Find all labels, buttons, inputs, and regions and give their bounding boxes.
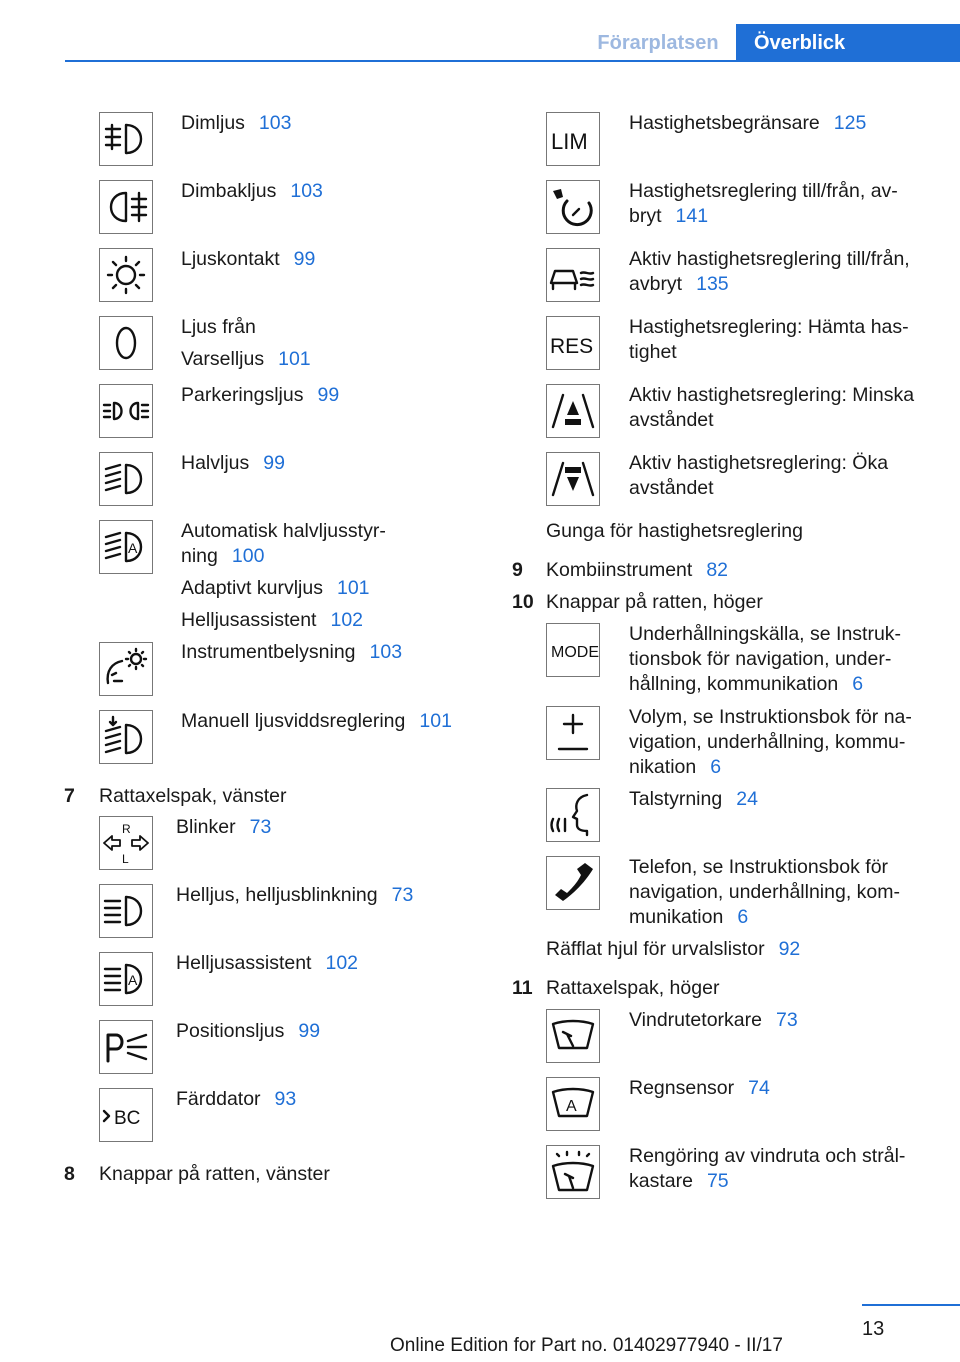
list-item-active-cruise: Aktiv hastighetsreglering till/från, <box>629 248 910 270</box>
list-item-cruise-control-cont: bryt 141 <box>629 205 709 227</box>
page-link[interactable]: 24 <box>736 788 758 810</box>
washer-icon <box>546 1145 600 1199</box>
list-item-auto-low-beam-cont: ning 100 <box>181 545 265 567</box>
svg-text:R: R <box>122 822 131 836</box>
list-item-auto-low-beam: Automatisk halvljusstyr- <box>181 520 386 542</box>
list-item-mode-cont: tionsbok för navigation, under- <box>629 648 892 670</box>
knurled-wheel-note: Räfflat hjul för urvalslistor 92 <box>546 938 801 960</box>
list-item-distance-decrease-cont: avståndet <box>629 409 714 431</box>
header-rule <box>65 60 960 62</box>
list-item-distance-increase: Aktiv hastighetsreglering: Öka <box>629 452 889 474</box>
page-link[interactable]: 74 <box>748 1077 770 1099</box>
page-link[interactable]: 99 <box>317 384 340 406</box>
section-number: 8 <box>64 1163 75 1185</box>
cruise-control-icon <box>546 180 600 234</box>
page-link[interactable]: 82 <box>706 559 729 581</box>
turn-signal-icon <box>99 816 153 870</box>
speed-limiter-icon <box>546 112 600 166</box>
trip-computer-icon <box>99 1088 153 1142</box>
list-item-parking-light: Parkeringsljus 99 <box>181 384 340 406</box>
rain-sensor-icon <box>546 1077 600 1131</box>
svg-text:MODE: MODE <box>551 644 599 661</box>
section-title: Knappar på ratten, vänster <box>99 1163 330 1185</box>
fog-light-icon <box>99 112 153 166</box>
section-title: Kombiinstrument 82 <box>546 559 729 581</box>
list-item-washer: Rengöring av vindruta och strål- <box>629 1145 906 1167</box>
list-item-speed-limiter: Hastighetsbegränsare 125 <box>629 112 867 134</box>
page-link[interactable]: 73 <box>249 816 272 838</box>
page-link[interactable]: 73 <box>391 884 414 906</box>
section-title: Knappar på ratten, höger <box>546 591 763 613</box>
list-item-high-beam-assist: Helljusassistent 102 <box>176 952 359 974</box>
section-number: 9 <box>512 559 523 581</box>
mode-icon <box>546 623 600 677</box>
svg-text:L: L <box>122 852 129 866</box>
list-item-washer-cont: kastare 75 <box>629 1170 729 1192</box>
list-item-resume: Hastighetsreglering: Hämta has- <box>629 316 909 338</box>
page-link[interactable]: 141 <box>675 205 709 227</box>
list-item-distance-decrease: Aktiv hastighetsreglering: Minska <box>629 384 915 406</box>
list-item-adaptive-curve: Adaptivt kurvljus 101 <box>181 577 370 599</box>
list-item-voice-control: Talstyrning 24 <box>629 788 758 810</box>
list-item-light-off: Ljus från <box>181 316 256 338</box>
page-link[interactable]: 99 <box>263 452 285 474</box>
active-cruise-icon <box>546 248 600 302</box>
distance-increase-icon <box>546 452 600 506</box>
page-link[interactable]: 75 <box>706 1170 729 1192</box>
list-item-rear-fog-light: Dimbakljus 103 <box>181 180 323 202</box>
list-item-instrument-lighting: Instrumentbelysning 103 <box>181 641 403 663</box>
list-item-rain-sensor: Regnsensor 74 <box>629 1077 770 1099</box>
section-title: Rattaxelspak, höger <box>546 977 720 999</box>
footer-rule <box>862 1304 960 1306</box>
light-switch-icon <box>99 248 153 302</box>
low-beam-icon <box>99 452 153 506</box>
list-item-volume-cont: vigation, underhållning, kommu- <box>629 731 906 753</box>
list-item-mode: Underhållningskälla, se Instruk- <box>629 623 902 645</box>
page-link[interactable]: 103 <box>369 641 403 663</box>
page-link[interactable]: 6 <box>737 906 749 928</box>
page-number: 13 <box>862 1318 885 1340</box>
svg-text:A: A <box>566 1098 577 1115</box>
section-number: 7 <box>64 785 75 807</box>
list-item-cruise-control: Hastighetsreglering till/från, av- <box>629 180 898 202</box>
page-link[interactable]: 135 <box>696 273 729 295</box>
list-item-trip-computer: Färddator 93 <box>176 1088 297 1110</box>
voice-control-icon <box>546 788 600 842</box>
page-link[interactable]: 101 <box>278 348 311 370</box>
svg-text:RES: RES <box>550 335 594 358</box>
list-item-volume: Volym, se Instruktionsbok för na- <box>629 706 912 728</box>
list-item-phone-cont: navigation, underhållning, kom- <box>629 881 901 903</box>
light-off-icon <box>99 316 153 370</box>
phone-icon <box>546 856 600 910</box>
page-link[interactable]: 103 <box>258 112 292 134</box>
high-beam-icon <box>99 884 153 938</box>
list-item-turn-signal: Blinker 73 <box>176 816 272 838</box>
page-link[interactable]: 125 <box>833 112 867 134</box>
svg-text:LIM: LIM <box>551 129 588 154</box>
rear-fog-light-icon <box>99 180 153 234</box>
page-link[interactable]: 102 <box>325 952 359 974</box>
svg-text:A: A <box>128 972 138 988</box>
list-item-daytime-light: Varselljus 101 <box>181 348 311 370</box>
list-item-mode-cont2: hållning, kommunikation 6 <box>629 673 864 695</box>
list-item-high-beam-assist: Helljusassistent 102 <box>181 609 364 631</box>
list-item-volume-cont2: nikation 6 <box>629 756 722 778</box>
page-link[interactable]: 101 <box>419 710 452 732</box>
svg-text:BC: BC <box>114 1108 141 1129</box>
rocker-note: Gunga för hastighetsreglering <box>546 520 803 542</box>
page-link[interactable]: 101 <box>336 577 370 599</box>
list-item-headlight-range: Manuell ljusviddsreglering 101 <box>181 710 452 732</box>
header-section-tab[interactable]: Förarplatsen <box>597 32 719 54</box>
headlight-range-icon <box>99 710 153 764</box>
page-link[interactable]: 103 <box>290 180 323 202</box>
list-item-phone-cont2: munikation 6 <box>629 906 749 928</box>
section-title: Rattaxelspak, vänster <box>99 785 287 807</box>
list-item-fog-light: Dimljus 103 <box>181 112 292 134</box>
page-link[interactable]: 73 <box>775 1009 798 1031</box>
list-item-active-cruise-cont: avbryt 135 <box>629 273 729 295</box>
instrument-lighting-icon <box>99 642 153 696</box>
list-item-position-light: Positionsljus 99 <box>176 1020 321 1042</box>
volume-icon <box>546 706 600 760</box>
list-item-phone: Telefon, se Instruktionsbok för <box>629 856 889 878</box>
page-link[interactable]: 6 <box>710 756 722 778</box>
list-item-high-beam: Helljus, helljusblinkning 73 <box>176 884 414 906</box>
list-item-wiper: Vindrutetorkare 73 <box>629 1009 798 1031</box>
page-link[interactable]: 100 <box>231 545 265 567</box>
page-link[interactable]: 102 <box>330 609 364 631</box>
list-item-light-switch: Ljuskontakt 99 <box>181 248 316 270</box>
wiper-icon <box>546 1009 600 1063</box>
resume-icon <box>546 316 600 370</box>
list-item-low-beam: Halvljus 99 <box>181 452 285 474</box>
section-number: 11 <box>512 977 533 999</box>
header-current-tab[interactable]: Överblick <box>736 24 960 62</box>
page-link[interactable]: 92 <box>778 938 801 960</box>
page-link[interactable]: 6 <box>852 673 864 695</box>
section-number: 10 <box>512 591 534 613</box>
distance-decrease-icon <box>546 384 600 438</box>
svg-text:A: A <box>128 540 138 556</box>
position-light-icon <box>99 1020 153 1074</box>
auto-low-beam-icon <box>99 520 153 574</box>
page-link[interactable]: 99 <box>298 1020 321 1042</box>
list-item-distance-increase-cont: avståndet <box>629 477 714 499</box>
page-link[interactable]: 93 <box>274 1088 297 1110</box>
parking-light-icon <box>99 384 153 438</box>
list-item-resume-cont: tighet <box>629 341 677 363</box>
page-link[interactable]: 99 <box>293 248 316 270</box>
high-beam-assist-icon <box>99 952 153 1006</box>
edition-footer: Online Edition for Part no. 01402977940 - II/17 <box>390 1335 783 1356</box>
